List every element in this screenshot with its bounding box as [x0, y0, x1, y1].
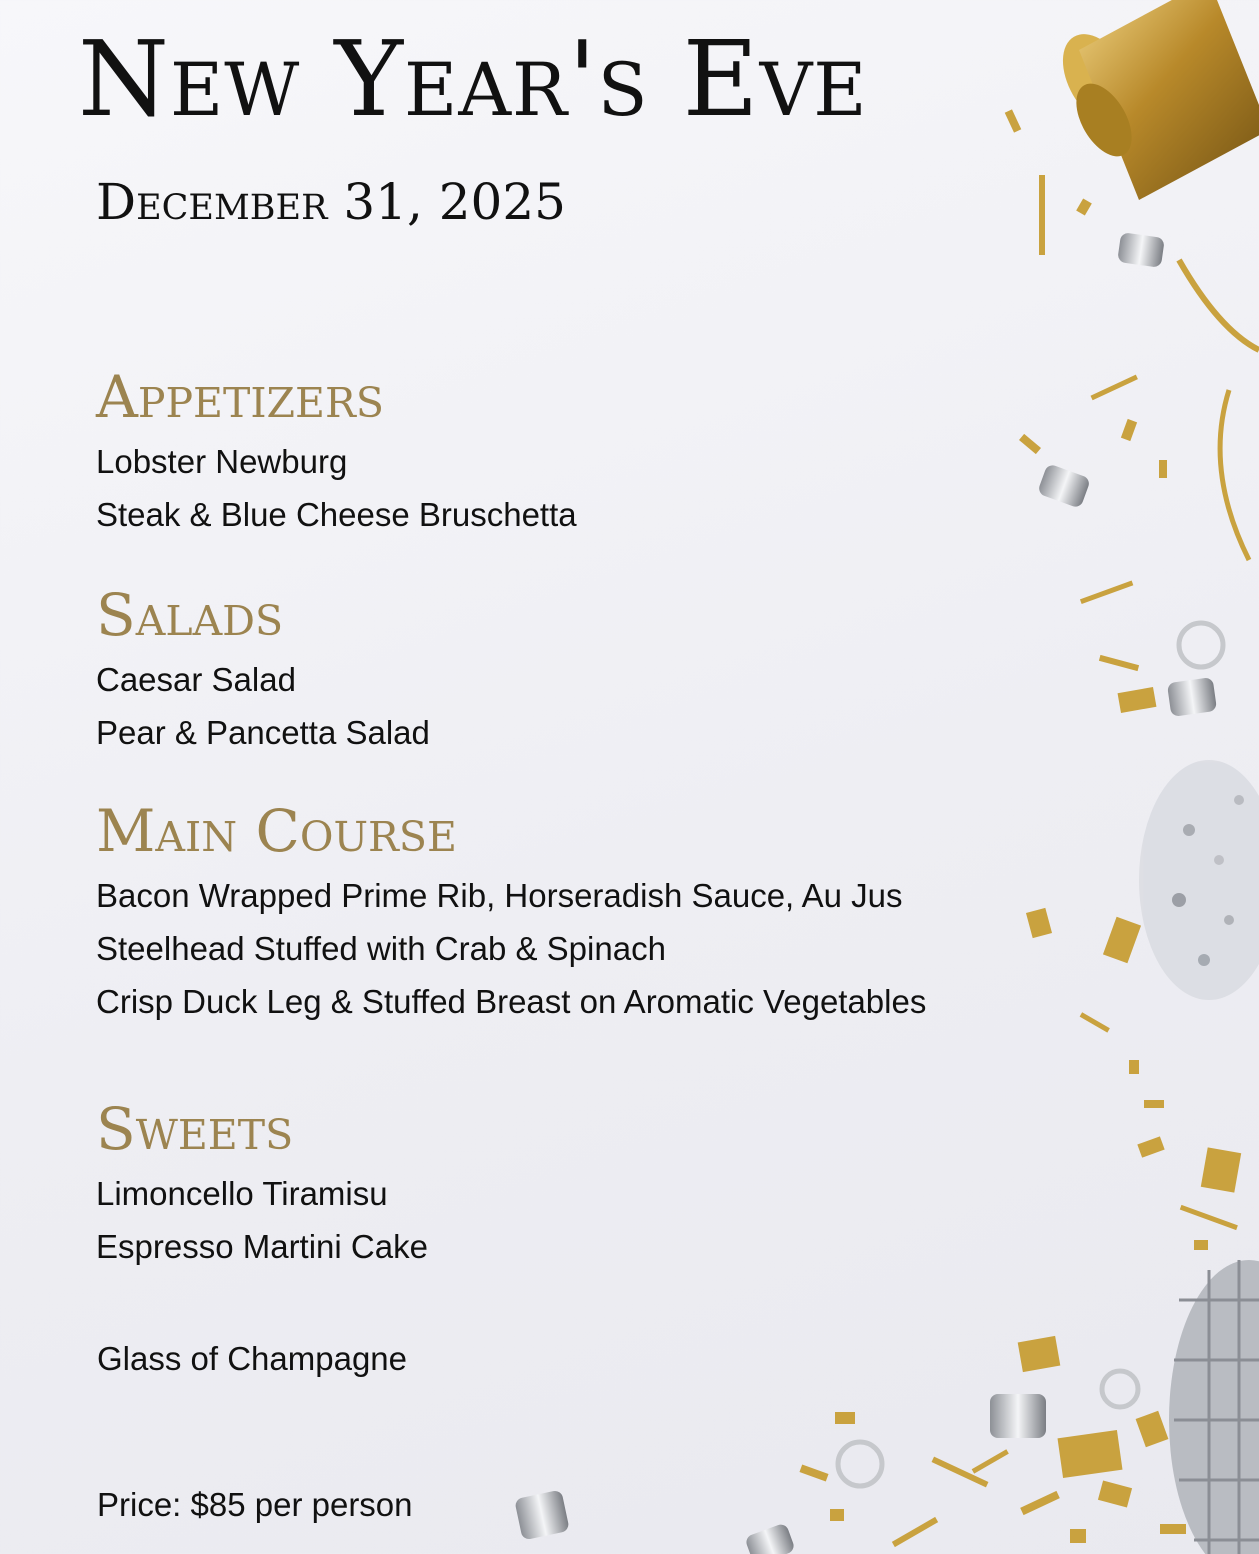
section-heading: Sweets	[96, 1095, 294, 1163]
menu-item: Lobster Newburg	[96, 442, 348, 480]
champagne-note: Glass of Champagne	[97, 1340, 408, 1377]
menu-item: Limoncello Tiramisu	[96, 1174, 388, 1212]
section-main-course	[96, 798, 926, 1028]
price-line: Price: $85 per person	[97, 1486, 413, 1523]
section-sweets	[96, 1096, 428, 1273]
section-appetizers	[96, 364, 577, 541]
menu-item: Steak & Blue Cheese Bruschetta	[96, 495, 577, 533]
section-salads	[96, 582, 430, 759]
menu-item: Caesar Salad	[96, 660, 296, 698]
section-heading: Main Course	[96, 797, 457, 865]
section-heading: Salads	[96, 581, 284, 649]
menu-item: Bacon Wrapped Prime Rib, Horseradish Sauce, Au Jus	[96, 876, 903, 914]
bottom-confetti-decoration	[500, 1294, 1259, 1554]
page-title: New Year's Eve	[78, 18, 868, 140]
menu-item: Crisp Duck Leg & Stuffed Breast on Aromatic Vegetables	[96, 982, 927, 1020]
silver-ring-icon	[514, 1371, 1138, 1554]
sequin-icon	[1139, 760, 1259, 1000]
menu-item: Pear & Pancetta Salad	[96, 713, 430, 751]
silver-ring-icon	[1037, 232, 1223, 717]
menu-item: Espresso Martini Cake	[96, 1227, 428, 1265]
section-heading: Appetizers	[96, 363, 384, 431]
event-date: December 31, 2025	[96, 173, 566, 231]
menu-item: Steelhead Stuffed with Crab & Spinach	[96, 929, 666, 967]
